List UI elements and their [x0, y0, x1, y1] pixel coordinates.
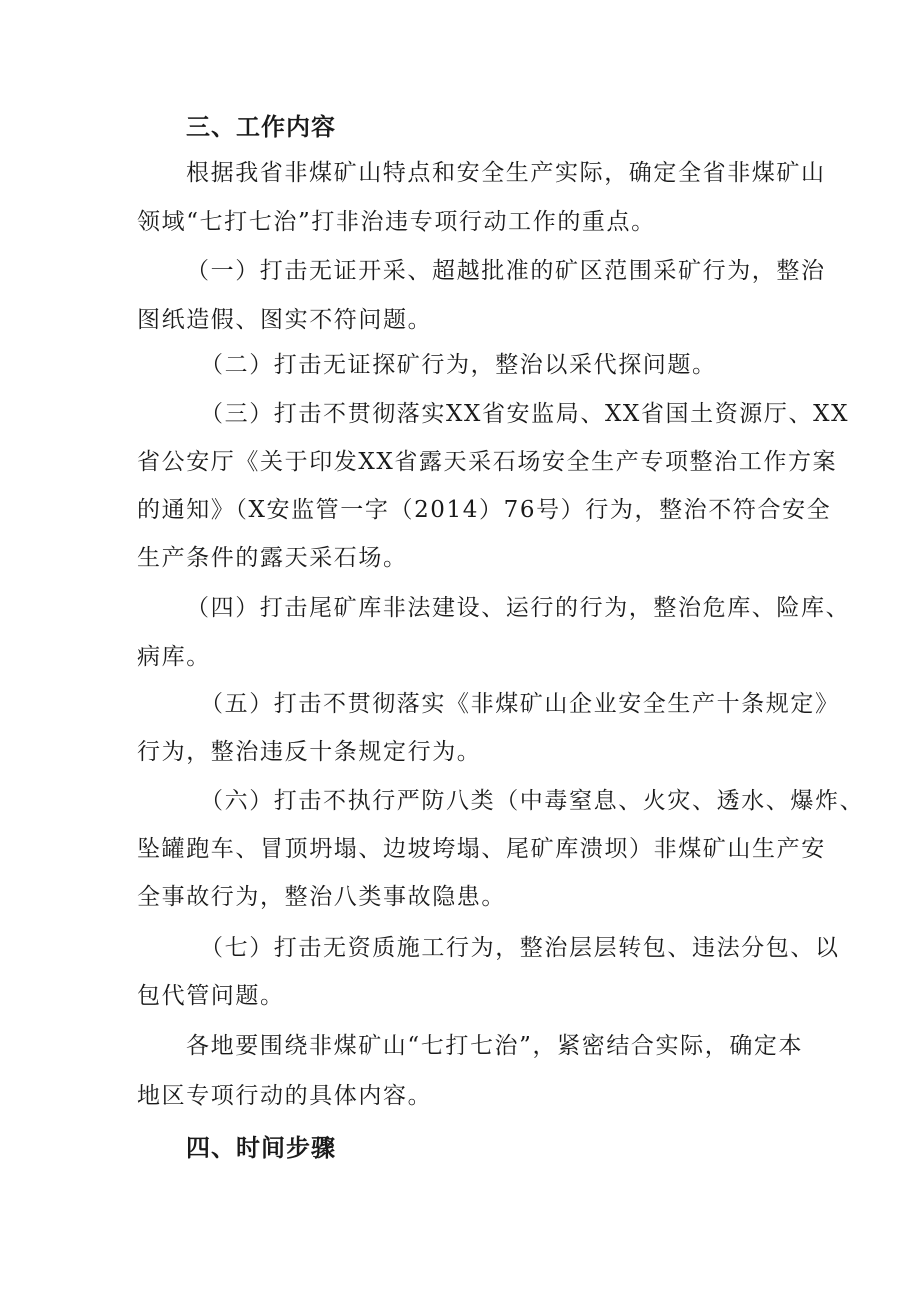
paragraph-intro-line-1: 根据我省非煤矿山特点和安全生产实际，确定全省非煤矿山: [186, 160, 826, 186]
section-heading-work-content: 三、工作内容: [186, 113, 336, 141]
item-3-line-1: （三）打击不贯彻落实XX省安监局、XX省国土资源厅、XX: [200, 401, 850, 427]
item-6-line-1: （六）打击不执行严防八类（中毒窒息、火灾、透水、爆炸、: [200, 788, 865, 814]
item-6-line-3: 全事故行为，整治八类事故隐患。: [137, 884, 506, 910]
section-heading-time-steps: 四、时间步骤: [186, 1134, 336, 1162]
item-2-line-1: （二）打击无证探矿行为，整治以采代探问题。: [200, 352, 717, 378]
item-7-line-2: 包代管问题。: [137, 983, 285, 1009]
item-7-line-1: （七）打击无资质施工行为，整治层层转包、违法分包、以: [200, 935, 840, 961]
item-6-line-2: 坠罐跑车、冒顶坍塌、边坡垮塌、尾矿库溃坝）非煤矿山生产安: [137, 836, 826, 862]
item-3-line-2: 省公安厅《关于印发XX省露天采石场安全生产专项整治工作方案: [137, 449, 838, 475]
item-1-line-1: （一）打击无证开采、超越批准的矿区范围采矿行为，整治: [186, 258, 826, 284]
item-5-line-1: （五）打击不贯彻落实《非煤矿山企业安全生产十条规定》: [200, 691, 840, 717]
item-5-line-2: 行为，整治违反十条规定行为。: [137, 739, 482, 765]
item-4-line-1: （四）打击尾矿库非法建设、运行的行为，整治危库、险库、: [186, 595, 851, 621]
item-3-line-3: 的通知》（X安监管一字（2014）76号）行为，整治不符合安全: [137, 497, 832, 523]
paragraph-intro-line-2: 领域“七打七治”打非治违专项行动工作的重点。: [137, 209, 656, 235]
item-3-line-4: 生产条件的露天采石场。: [137, 545, 408, 571]
closing-line-1: 各地要围绕非煤矿山“七打七治”，紧密结合实际，确定本: [186, 1033, 804, 1059]
item-4-line-2: 病库。: [137, 644, 211, 670]
closing-line-2: 地区专项行动的具体内容。: [137, 1083, 433, 1109]
item-1-line-2: 图纸造假、图实不符问题。: [137, 307, 433, 333]
